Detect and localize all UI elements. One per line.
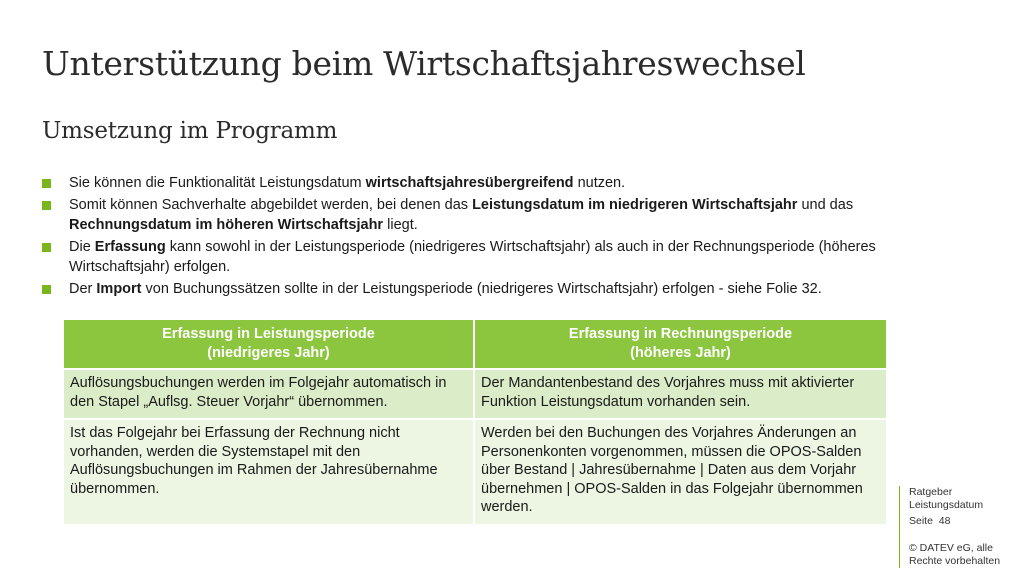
- page-number-value: 48: [938, 515, 951, 527]
- square-bullet-icon: [42, 243, 51, 252]
- table-cell: Der Mandantenbestand des Vorjahres muss mit aktivierter Funktion Leistungsdatum vorhanden sein.: [474, 369, 886, 419]
- header-title: Erfassung in Leistungsperiode: [162, 326, 375, 342]
- bullet-text: kann sowohl in der Leistungsperiode (niedrigeres Wirtschaftsjahr) als auch in der Rechnungsperiode (höheres Wirtschaftsjahr) erfolgen.: [69, 239, 876, 275]
- table-row: [64, 369, 886, 419]
- square-bullet-icon: [42, 201, 51, 210]
- header-subtitle: (höheres Jahr): [630, 344, 731, 361]
- comparison-table: [64, 320, 886, 526]
- ratgeber-label: Ratgeber Leistungsdatum: [909, 486, 984, 511]
- header-title: Erfassung in Rechnungsperiode: [568, 326, 793, 342]
- bullet-text: von Buchungssätzen sollte in der Leistungsperiode (niedrigeres Wirtschaftsjahr) erfolgen - siehe Folie 32.: [141, 281, 822, 297]
- bullet-emphasis: wirtschaftsjahresübergreifend: [365, 175, 574, 191]
- table-cell: Auflösungsbuchungen werden im Folgejahr automatisch in den Stapel „Auflsg. Steuer Vorjahr“ übernommen.: [64, 369, 474, 419]
- bullet-emphasis: Rechnungsdatum im höheren Wirtschaftsjahr: [69, 217, 384, 233]
- bullet-text: und das: [797, 197, 854, 213]
- bullet-text: liegt.: [383, 217, 418, 233]
- table-row: [64, 419, 886, 525]
- bullet-text: Die: [69, 239, 95, 255]
- bullet-item: [42, 279, 912, 299]
- header-subtitle: (niedrigeres Jahr): [207, 344, 330, 361]
- header-leistungsperiode: [64, 320, 474, 369]
- bullet-text: Der: [69, 281, 97, 297]
- page-label: Seite: [909, 515, 933, 527]
- bullet-emphasis: Import: [96, 281, 142, 297]
- bullet-item: [42, 173, 912, 193]
- page-number: [909, 515, 1019, 528]
- bullet-text: Sie können die Funktionalität Leistungsdatum: [69, 175, 366, 191]
- square-bullet-icon: [42, 285, 51, 294]
- bullet-item: [42, 237, 912, 277]
- bullet-list: [42, 173, 912, 301]
- bullet-text: Somit können Sachverhalte abgebildet werden, bei denen das: [69, 197, 473, 213]
- bullet-emphasis: Erfassung: [94, 239, 166, 255]
- page-title: Unterstützung beim Wirtschaftsjahreswechsel: [42, 44, 806, 83]
- table-cell: Werden bei den Buchungen des Vorjahres Änderungen an Personenkonten vorgenommen, müssen die OPOS-Salden über Bestand | Jahresübernahme | Daten aus dem Vorjahr übernehmen | OPOS-Salden in das Folgejahr übernommen werden.: [474, 419, 886, 525]
- copyright-notice: © DATEV eG, alle Rechte vorbehalten: [909, 542, 1001, 567]
- table-header-row: [64, 320, 886, 369]
- table-cell: Ist das Folgejahr bei Erfassung der Rechnung nicht vorhanden, werden die Systemstapel mit den Auflösungsbuchungen im Rahmen der Jahresübernahme übernommen.: [64, 419, 474, 525]
- square-bullet-icon: [42, 179, 51, 188]
- bullet-item: [42, 195, 912, 235]
- page-subtitle: Umsetzung im Programm: [42, 118, 338, 144]
- footer-sidebar: [899, 486, 1019, 568]
- header-rechnungsperiode: [474, 320, 886, 369]
- bullet-text: nutzen.: [573, 175, 626, 191]
- bullet-emphasis: Leistungsdatum im niedrigeren Wirtschaftsjahr: [472, 197, 798, 213]
